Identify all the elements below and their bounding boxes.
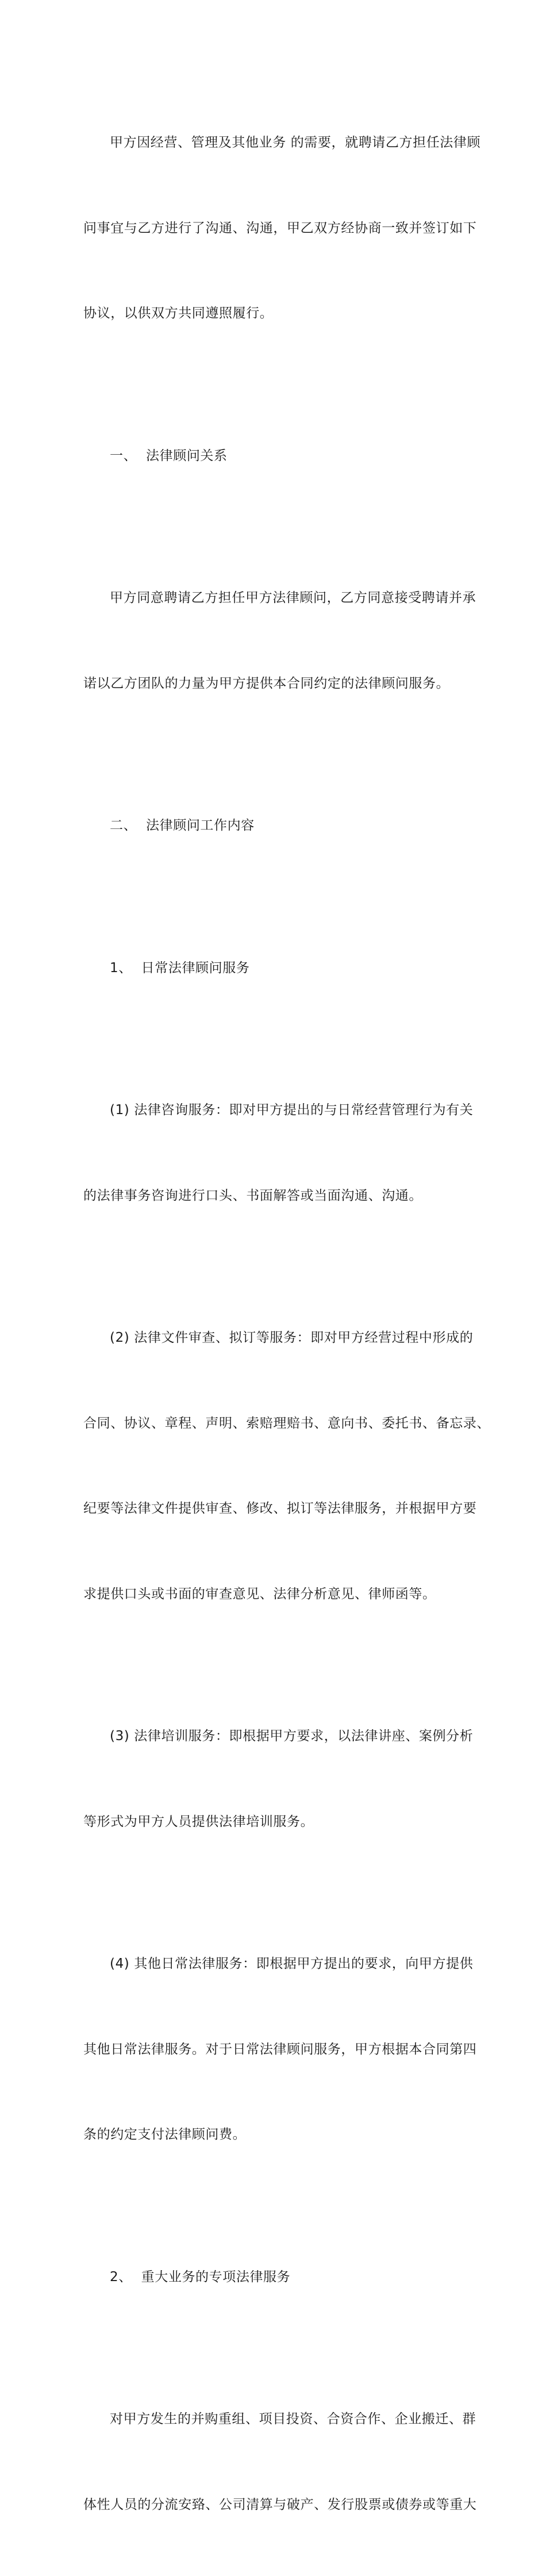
section-heading-2 (83, 755, 474, 897)
item-heading-1 (83, 897, 474, 1040)
text-line: 甲方同意聘请乙方担任甲方法律顾问，乙方同意接受聘请并承 (110, 590, 476, 605)
heading-text: 二、 法律顾问工作内容 (110, 818, 255, 833)
heading-text: 一、 法律顾问关系 (110, 448, 228, 463)
text-line: 对甲方发生的并购重组、项目投资、合资合作、企业搬迁、群 (110, 2412, 476, 2427)
text-line: 体性人员的分流安臵、公司清算与破产、发行股票或债券或等重大 (83, 2497, 477, 2512)
item-heading-2 (83, 2206, 474, 2349)
heading-text: 1、 日常法律顾问服务 (110, 960, 250, 976)
paragraph-item-2 (83, 2348, 477, 2576)
text-line: 甲方因经营、管理及其他业务 的需要，就聘请乙方担任法律顾 (110, 135, 481, 150)
paragraph-item-1-2 (83, 1267, 490, 1665)
paragraph-intro (83, 72, 481, 385)
text-line: 诺以乙方团队的力量为甲方提供本合同约定的法律顾问服务。 (83, 675, 450, 691)
text-line: 合同、协议、章程、声明、索赔理赔书、意向书、委托书、备忘录、 (83, 1415, 490, 1431)
text-line: 协议，以供双方共同遵照履行。 (83, 306, 274, 321)
heading-text: 2、 重大业务的专项法律服务 (110, 2269, 291, 2285)
paragraph-item-1-4 (83, 1893, 477, 2206)
text-line: 条的约定支付法律顾问费。 (83, 2127, 247, 2142)
paragraph-section-1 (83, 527, 474, 755)
paragraph-item-1-3 (83, 1665, 474, 1893)
text-line: 问事宜与乙方进行了沟通、沟通，甲乙双方经协商一致并签订如下 (83, 220, 477, 236)
text-line: 纪要等法律文件提供审查、修改、拟订等法律服务，并根据甲方要 (83, 1501, 477, 1516)
text-line: 等形式为甲方人员提供法律培训服务。 (83, 1814, 314, 1829)
text-line: (1) 法律咨询服务：即对甲方提出的与日常经营管理行为有关 (110, 1103, 474, 1118)
section-heading-1 (83, 385, 474, 528)
text-line: 求提供口头或书面的审查意见、法律分析意见、律师函等。 (83, 1586, 436, 1602)
text-line: (2) 法律文件审查、拟订等服务：即对甲方经营过程中形成的 (110, 1330, 474, 1345)
text-line: (4) 其他日常法律服务：即根据甲方提出的要求，向甲方提供 (110, 1956, 474, 1971)
paragraph-item-1-1 (83, 1039, 474, 1267)
text-line: 的法律事务咨询进行口头、书面解答或当面沟通、沟通。 (83, 1188, 422, 1203)
text-line: 其他日常法律服务。对于日常法律顾问服务，甲方根据本合同第四 (83, 2041, 477, 2057)
document-body (83, 72, 490, 2576)
text-line: (3) 法律培训服务：即根据甲方要求，以法律讲座、案例分析 (110, 1729, 474, 1744)
